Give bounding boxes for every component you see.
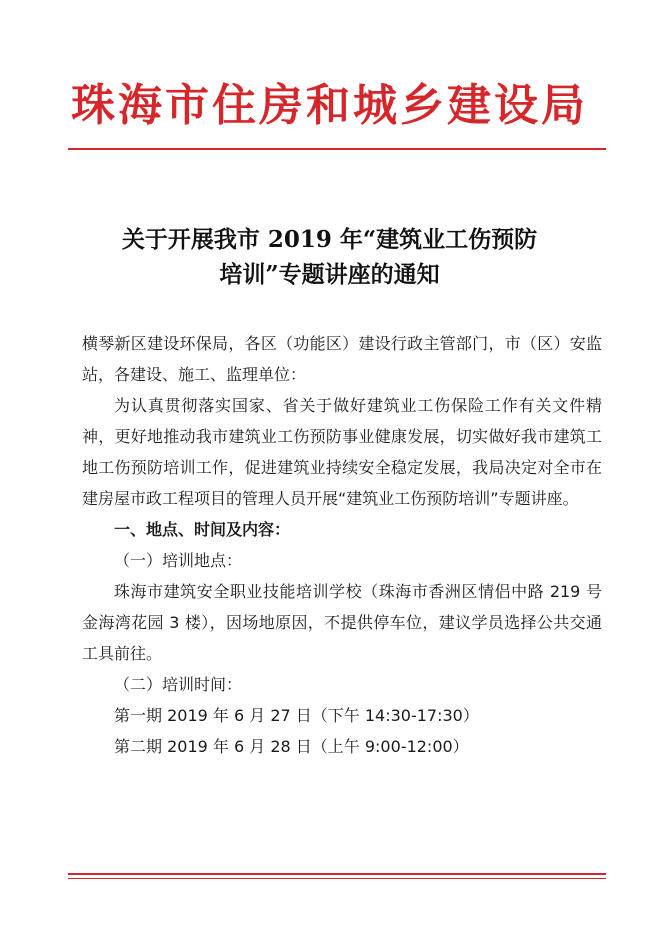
notice-title [0,222,659,292]
recipients-paragraph: 横琴新区建设环保局，各区（功能区）建设行政主管部门，市（区）安监站，各建设、施工、监理单位： [82,334,602,384]
time-label: （二）培训时间： [114,675,243,694]
footer-red-rule-thin [68,878,606,879]
section-1-heading: 一、地点、时间及内容： [114,520,291,539]
notice-body [82,328,602,762]
notice-title-line-2: 培训”专题讲座的通知 [219,261,440,288]
footer-red-rule-thick [68,873,606,875]
session-2-time: 第二期 2019 年 6 月 28 日（上午 9:00-12:00） [114,737,469,756]
session-1-time: 第一期 2019 年 6 月 27 日（下午 14:30-17:30） [114,706,479,725]
letterhead-red-rule [68,148,606,150]
location-paragraph: 珠海市建筑安全职业技能培训学校（珠海市香洲区情侣中路 219 号金海湾花园 3 楼），因场地原因，不提供停车位，建议学员选择公共交通工具前往。 [82,582,602,663]
notice-title-line-1: 关于开展我市 2019 年“建筑业工伤预防 [121,226,538,253]
intro-paragraph: 为认真贯彻落实国家、省关于做好建筑业工伤保险工作有关文件精神，更好地推动我市建筑业工伤预防事业健康发展，切实做好我市建筑工地工伤预防培训工作，促进建筑业持续安全稳定发展，我局决定对全市在建房屋市政工程项目的管理人员开展“建筑业工伤预防培训”专题讲座。 [82,396,602,508]
letterhead-title: 珠海市住房和城乡建设局 [71,80,588,131]
location-label: （一）培训地点： [114,551,243,570]
